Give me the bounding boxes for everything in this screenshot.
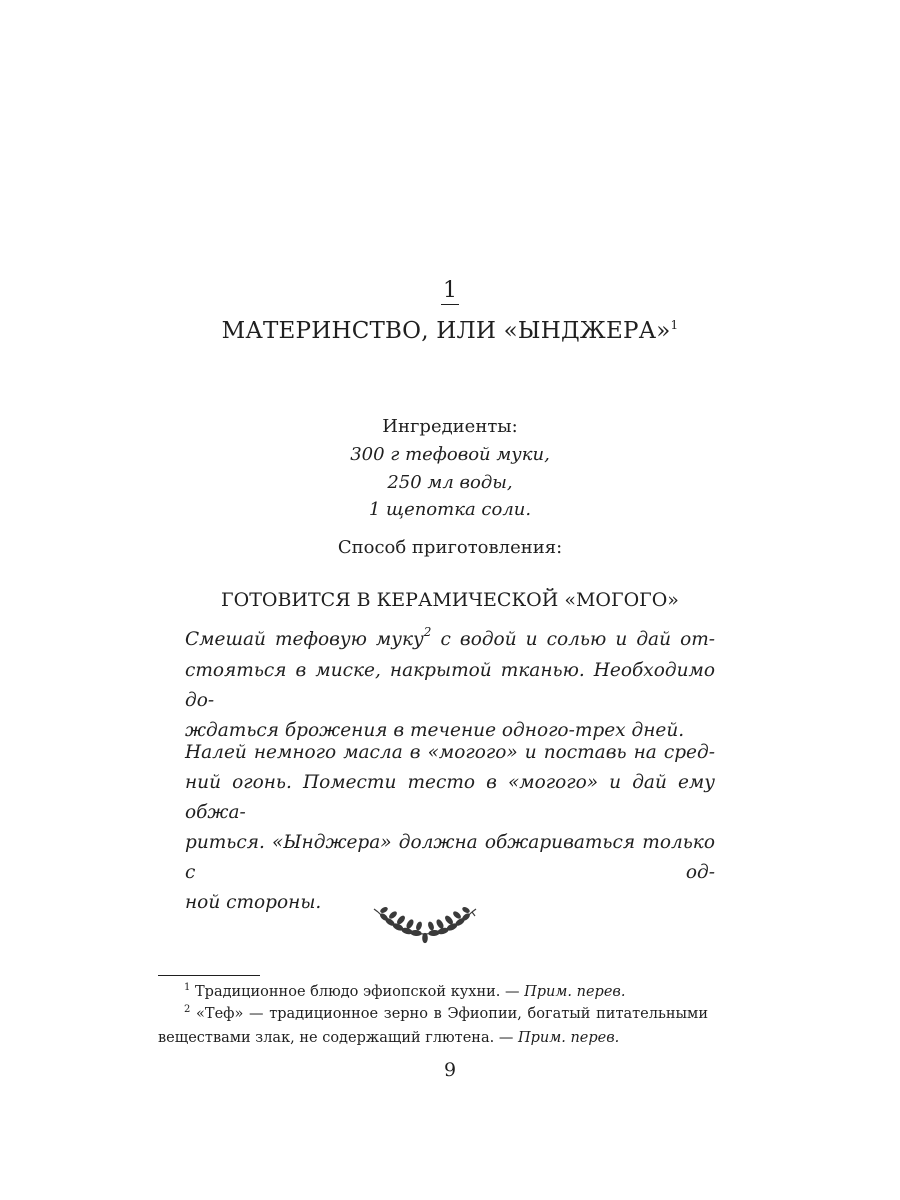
paragraph-line: стояться в миске, накрытой тканью. Необходимо до-: [185, 660, 715, 711]
leaf-garland-icon: [370, 900, 480, 950]
footnote-mark: 1: [184, 982, 191, 993]
chapter-number: 1: [443, 278, 457, 303]
method-paragraph-2: [185, 738, 715, 918]
method-paragraph-1: [185, 625, 715, 746]
footnote-2: $^2$ «Теф» — традиционное зерно в Эфиопии, богатый питательными веществами злак, не содержащий глютена. — Прим. перев.: [158, 1004, 708, 1046]
footnote-divider: [158, 975, 260, 976]
footnote-1: $^1$ Традиционное блюдо эфиопской кухни. — Прим. перев.: [184, 982, 626, 1000]
ingredients-heading: Ингредиенты:: [382, 416, 518, 437]
paragraph-line: ний огонь. Помести тесто в «могого» и дай ему обжа-: [185, 772, 715, 823]
paragraph-line: Смешай тефовую муку$^2$ с водой и солью и дай от-: [185, 625, 716, 650]
ingredient-item: 250 мл воды,: [387, 472, 513, 493]
translator-note-label: Прим. перев.: [524, 984, 626, 1000]
footnote-mark: 2: [184, 1004, 191, 1015]
ingredient-item: 1 щепотка соли.: [368, 499, 532, 520]
paragraph-line: риться. «Ынджера» должна обжариваться только с од-: [185, 832, 715, 883]
translator-note-label: Прим. перев.: [517, 1030, 620, 1046]
paragraph-line: ной стороны.: [185, 892, 322, 913]
footnote-ref-2[interactable]: 2: [423, 625, 432, 639]
paragraph-line: Налей немного масла в «могого» и поставь на сред-: [185, 742, 715, 763]
method-heading: Способ приготовления:: [337, 537, 563, 558]
page-number: 9: [443, 1059, 457, 1081]
ingredient-item: 300 г тефовой муки,: [350, 444, 550, 465]
paragraph-line: ждаться брожения в течение одного-трех дней.: [185, 720, 685, 741]
chapter-title: МАТЕРИНСТВО, ИЛИ «ЫНДЖЕРА»$^1$: [221, 318, 679, 344]
footnote-ref-1[interactable]: 1: [670, 318, 679, 332]
method-subheading: ГОТОВИТСЯ В КЕРАМИЧЕСКОЙ «МОГОГО»: [221, 589, 679, 611]
